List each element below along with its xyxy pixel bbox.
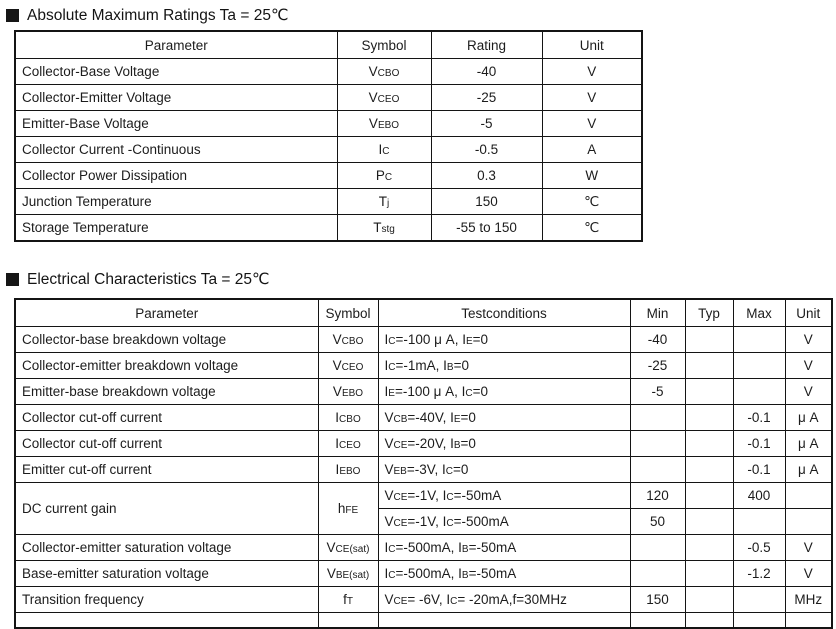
subscript-text: C bbox=[465, 388, 473, 399]
symbol-cell: ICEO bbox=[318, 431, 378, 457]
symbol-cell: VEBO bbox=[337, 111, 431, 137]
subscript-text: CBO bbox=[377, 68, 400, 79]
max-cell: -1.2 bbox=[733, 561, 785, 587]
column-header: Parameter bbox=[15, 31, 337, 59]
typ-cell bbox=[685, 457, 733, 483]
subscript-text: CEO bbox=[341, 362, 364, 373]
section-title-text: Absolute Maximum Ratings Ta = 25℃ bbox=[27, 7, 289, 24]
conditions-cell: VEB=-3V, IC=0 bbox=[378, 457, 630, 483]
subscript-text: CE bbox=[393, 518, 408, 529]
absolute-maximum-ratings-table bbox=[14, 30, 643, 242]
unit-cell: V bbox=[542, 85, 642, 111]
rating-cell: 0.3 bbox=[431, 163, 542, 189]
subscript-text: stg bbox=[381, 224, 395, 235]
parameter-cell: Emitter-Base Voltage bbox=[15, 111, 337, 137]
parameter-cell: Storage Temperature bbox=[15, 215, 337, 242]
max-cell bbox=[733, 379, 785, 405]
typ-cell bbox=[685, 405, 733, 431]
table-row bbox=[15, 379, 832, 405]
max-cell: -0.1 bbox=[733, 405, 785, 431]
table-row bbox=[15, 561, 832, 587]
table-row bbox=[15, 457, 832, 483]
parameter-cell: Collector Current -Continuous bbox=[15, 137, 337, 163]
empty-cell bbox=[318, 613, 378, 629]
table-row bbox=[15, 163, 642, 189]
subscript-text: B bbox=[453, 440, 461, 451]
unit-cell: A bbox=[542, 137, 642, 163]
column-header: Rating bbox=[431, 31, 542, 59]
empty-cell bbox=[378, 613, 630, 629]
empty-cell bbox=[733, 613, 785, 629]
subscript-text: C bbox=[384, 172, 393, 183]
unit-cell: μ A bbox=[785, 457, 832, 483]
section-bullet-square-icon bbox=[6, 9, 19, 22]
rating-cell: -40 bbox=[431, 59, 542, 85]
conditions-cell: VCE=-1V, IC=-500mA bbox=[378, 509, 630, 535]
rating-cell: 150 bbox=[431, 189, 542, 215]
subscript-text: T bbox=[346, 596, 353, 607]
unit-cell: ℃ bbox=[542, 215, 642, 242]
table-row bbox=[15, 405, 832, 431]
unit-cell: V bbox=[542, 59, 642, 85]
symbol-cell: fT bbox=[318, 587, 378, 613]
conditions-cell: IC=-1mA, IB=0 bbox=[378, 353, 630, 379]
unit-cell: V bbox=[785, 561, 832, 587]
max-cell bbox=[733, 327, 785, 353]
header-row bbox=[15, 299, 832, 327]
section-bullet-square-icon bbox=[6, 273, 19, 286]
electrical-characteristics-table bbox=[14, 298, 833, 629]
symbol-cell: IEBO bbox=[318, 457, 378, 483]
subscript-text: EB bbox=[393, 466, 407, 477]
subscript-text: CB bbox=[393, 414, 408, 425]
parameter-cell: Base-emitter saturation voltage bbox=[15, 561, 318, 587]
max-cell: -0.5 bbox=[733, 535, 785, 561]
section-title-electrical-characteristics bbox=[6, 270, 269, 289]
max-cell bbox=[733, 509, 785, 535]
parameter-cell: Collector-emitter breakdown voltage bbox=[15, 353, 318, 379]
subscript-text: C bbox=[446, 492, 454, 503]
rating-cell: -25 bbox=[431, 85, 542, 111]
symbol-cell: PC bbox=[337, 163, 431, 189]
subscript-text: B bbox=[461, 570, 469, 581]
typ-cell bbox=[685, 509, 733, 535]
typ-cell bbox=[685, 587, 733, 613]
table-row bbox=[15, 327, 832, 353]
symbol-cell: VCBO bbox=[337, 59, 431, 85]
symbol-cell: VCBO bbox=[318, 327, 378, 353]
min-cell: 150 bbox=[630, 587, 685, 613]
subscript-text: B bbox=[446, 362, 454, 373]
unit-cell bbox=[785, 483, 832, 509]
table-row bbox=[15, 137, 642, 163]
subscript-text: CE bbox=[393, 440, 408, 451]
symbol-cell: hFE bbox=[318, 483, 378, 535]
min-cell bbox=[630, 431, 685, 457]
empty-cell bbox=[15, 613, 318, 629]
unit-cell: W bbox=[542, 163, 642, 189]
column-header: Typ bbox=[685, 299, 733, 327]
parameter-cell: Collector cut-off current bbox=[15, 405, 318, 431]
subscript-text: j bbox=[387, 198, 390, 209]
min-cell bbox=[630, 457, 685, 483]
subscript-text: C bbox=[388, 336, 396, 347]
subscript-text: E bbox=[453, 414, 461, 425]
subscript-text: CE bbox=[393, 596, 408, 607]
min-cell bbox=[630, 535, 685, 561]
min-cell: -25 bbox=[630, 353, 685, 379]
max-cell bbox=[733, 587, 785, 613]
table-row bbox=[15, 85, 642, 111]
empty-cell bbox=[685, 613, 733, 629]
max-cell: -0.1 bbox=[733, 431, 785, 457]
parameter-cell: Collector Power Dissipation bbox=[15, 163, 337, 189]
typ-cell bbox=[685, 561, 733, 587]
column-header: Min bbox=[630, 299, 685, 327]
typ-cell bbox=[685, 535, 733, 561]
min-cell bbox=[630, 561, 685, 587]
symbol-cell: Tj bbox=[337, 189, 431, 215]
parameter-cell: Collector-Emitter Voltage bbox=[15, 85, 337, 111]
subscript-text: C bbox=[388, 544, 396, 555]
subscript-text: EBO bbox=[339, 466, 361, 477]
symbol-cell: VEBO bbox=[318, 379, 378, 405]
table-row bbox=[15, 189, 642, 215]
column-header: Unit bbox=[785, 299, 832, 327]
max-cell: 400 bbox=[733, 483, 785, 509]
conditions-cell: IE=-100 μ A, IC=0 bbox=[378, 379, 630, 405]
subscript-text: E bbox=[465, 336, 473, 347]
cut-off-row bbox=[15, 613, 832, 629]
min-cell bbox=[630, 405, 685, 431]
typ-cell bbox=[685, 379, 733, 405]
conditions-cell: IC=-500mA, IB=-50mA bbox=[378, 535, 630, 561]
conditions-cell: VCE=-1V, IC=-50mA bbox=[378, 483, 630, 509]
parameter-cell: Collector cut-off current bbox=[15, 431, 318, 457]
conditions-cell: VCB=-40V, IE=0 bbox=[378, 405, 630, 431]
empty-cell bbox=[785, 613, 832, 629]
unit-cell: μ A bbox=[785, 405, 832, 431]
parameter-cell: Emitter cut-off current bbox=[15, 457, 318, 483]
table-row bbox=[15, 111, 642, 137]
unit-cell bbox=[785, 509, 832, 535]
typ-cell bbox=[685, 431, 733, 457]
rating-cell: -5 bbox=[431, 111, 542, 137]
subscript-text: C bbox=[388, 570, 396, 581]
conditions-cell: IC=-100 μ A, IE=0 bbox=[378, 327, 630, 353]
column-header: Symbol bbox=[318, 299, 378, 327]
parameter-cell: Collector-Base Voltage bbox=[15, 59, 337, 85]
subscript-text: CEO bbox=[339, 440, 361, 451]
table-row bbox=[15, 587, 832, 613]
conditions-cell: VCE=-20V, IB=0 bbox=[378, 431, 630, 457]
subscript-text: CE(sat) bbox=[335, 544, 370, 555]
column-header: Symbol bbox=[337, 31, 431, 59]
typ-cell bbox=[685, 353, 733, 379]
symbol-cell: IC bbox=[337, 137, 431, 163]
subscript-text: B bbox=[461, 544, 469, 555]
column-header: Unit bbox=[542, 31, 642, 59]
unit-cell: MHz bbox=[785, 587, 832, 613]
max-cell bbox=[733, 353, 785, 379]
symbol-cell: ICBO bbox=[318, 405, 378, 431]
typ-cell bbox=[685, 327, 733, 353]
symbol-cell: VBE(sat) bbox=[318, 561, 378, 587]
conditions-cell: VCE= -6V, IC= -20mA,f=30MHz bbox=[378, 587, 630, 613]
subscript-text: CBO bbox=[339, 414, 361, 425]
min-cell: 120 bbox=[630, 483, 685, 509]
symbol-cell: VCE(sat) bbox=[318, 535, 378, 561]
parameter-cell: DC current gain bbox=[15, 483, 318, 535]
min-cell: -40 bbox=[630, 327, 685, 353]
typ-cell bbox=[685, 483, 733, 509]
unit-cell: V bbox=[542, 111, 642, 137]
conditions-cell: IC=-500mA, IB=-50mA bbox=[378, 561, 630, 587]
column-header: Testconditions bbox=[378, 299, 630, 327]
subscript-text: FE bbox=[345, 505, 359, 516]
parameter-cell: Collector-emitter saturation voltage bbox=[15, 535, 318, 561]
unit-cell: V bbox=[785, 353, 832, 379]
unit-cell: V bbox=[785, 327, 832, 353]
table-row bbox=[15, 353, 832, 379]
empty-cell bbox=[630, 613, 685, 629]
table-row bbox=[15, 215, 642, 242]
subscript-text: EBO bbox=[341, 388, 364, 399]
subscript-text: CE bbox=[393, 492, 408, 503]
subscript-text: CEO bbox=[377, 94, 400, 105]
subscript-text: E bbox=[388, 388, 395, 399]
header-row bbox=[15, 31, 642, 59]
rating-cell: -55 to 150 bbox=[431, 215, 542, 242]
rating-cell: -0.5 bbox=[431, 137, 542, 163]
subscript-text: C bbox=[382, 146, 390, 157]
max-cell: -0.1 bbox=[733, 457, 785, 483]
table-row bbox=[15, 483, 832, 509]
min-cell: 50 bbox=[630, 509, 685, 535]
unit-cell: V bbox=[785, 535, 832, 561]
column-header: Parameter bbox=[15, 299, 318, 327]
table-row bbox=[15, 59, 642, 85]
subscript-text: EBO bbox=[377, 120, 400, 131]
subscript-text: C bbox=[445, 466, 453, 477]
parameter-cell: Junction Temperature bbox=[15, 189, 337, 215]
section-title-text: Electrical Characteristics Ta = 25℃ bbox=[27, 271, 270, 288]
min-cell: -5 bbox=[630, 379, 685, 405]
symbol-cell: VCEO bbox=[337, 85, 431, 111]
subscript-text: C bbox=[450, 596, 458, 607]
subscript-text: CBO bbox=[341, 336, 364, 347]
unit-cell: ℃ bbox=[542, 189, 642, 215]
table-row bbox=[15, 431, 832, 457]
subscript-text: C bbox=[446, 518, 454, 529]
subscript-text: BE(sat) bbox=[335, 570, 370, 581]
symbol-cell: Tstg bbox=[337, 215, 431, 242]
subscript-text: C bbox=[388, 362, 396, 373]
column-header: Max bbox=[733, 299, 785, 327]
parameter-cell: Collector-base breakdown voltage bbox=[15, 327, 318, 353]
parameter-cell: Emitter-base breakdown voltage bbox=[15, 379, 318, 405]
unit-cell: V bbox=[785, 379, 832, 405]
section-title-absolute-maximum-ratings bbox=[6, 6, 288, 25]
table-row bbox=[15, 535, 832, 561]
unit-cell: μ A bbox=[785, 431, 832, 457]
symbol-cell: VCEO bbox=[318, 353, 378, 379]
parameter-cell: Transition frequency bbox=[15, 587, 318, 613]
